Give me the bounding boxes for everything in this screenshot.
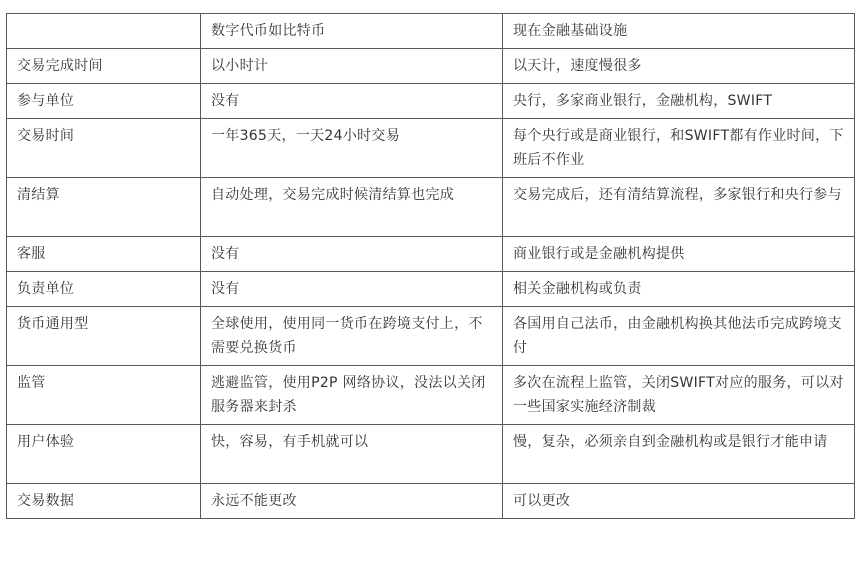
bitcoin-cell: 一年365天，一天24小时交易 (201, 119, 503, 178)
bitcoin-cell: 没有 (201, 272, 503, 307)
bitcoin-cell: 全球使用，使用同一货币在跨境支付上，不需要兑换货币 (201, 307, 503, 366)
finance-cell: 相关金融机构或负责 (503, 272, 855, 307)
bitcoin-cell: 逃避监管，使用P2P 网络协议，没法以关闭服务器来封杀 (201, 366, 503, 425)
table-row (7, 366, 855, 425)
finance-cell: 慢，复杂，必须亲自到金融机构或是银行才能申请 (503, 425, 855, 484)
table-row (7, 307, 855, 366)
table-header-row (7, 14, 855, 49)
bitcoin-cell: 自动处理，交易完成时候清结算也完成 (201, 178, 503, 237)
table-row (7, 178, 855, 237)
finance-cell: 可以更改 (503, 484, 855, 519)
finance-cell: 多次在流程上监管，关闭SWIFT对应的服务，可以对一些国家实施经济制裁 (503, 366, 855, 425)
table-row (7, 425, 855, 484)
row-label: 负责单位 (7, 272, 201, 307)
finance-cell: 央行，多家商业银行，金融机构，SWIFT (503, 84, 855, 119)
row-label: 交易数据 (7, 484, 201, 519)
table-row (7, 272, 855, 307)
bitcoin-cell: 快，容易，有手机就可以 (201, 425, 503, 484)
bitcoin-cell: 没有 (201, 84, 503, 119)
table-row (7, 49, 855, 84)
bitcoin-cell: 没有 (201, 237, 503, 272)
table-row (7, 237, 855, 272)
finance-cell: 商业银行或是金融机构提供 (503, 237, 855, 272)
bitcoin-cell: 以小时计 (201, 49, 503, 84)
row-label: 监管 (7, 366, 201, 425)
finance-cell: 每个央行或是商业银行，和SWIFT都有作业时间，下班后不作业 (503, 119, 855, 178)
row-label: 清结算 (7, 178, 201, 237)
row-label: 参与单位 (7, 84, 201, 119)
bitcoin-cell: 永远不能更改 (201, 484, 503, 519)
header-cell-bitcoin: 数字代币如比特币 (201, 14, 503, 49)
finance-cell: 以天计，速度慢很多 (503, 49, 855, 84)
table-row (7, 119, 855, 178)
table-row (7, 484, 855, 519)
finance-cell: 各国用自己法币，由金融机构换其他法币完成跨境支付 (503, 307, 855, 366)
row-label: 交易完成时间 (7, 49, 201, 84)
header-cell-empty (7, 14, 201, 49)
row-label: 客服 (7, 237, 201, 272)
header-cell-current-finance: 现在金融基础设施 (503, 14, 855, 49)
table-row (7, 84, 855, 119)
finance-cell: 交易完成后，还有清结算流程，多家银行和央行参与 (503, 178, 855, 237)
row-label: 交易时间 (7, 119, 201, 178)
row-label: 用户体验 (7, 425, 201, 484)
row-label: 货币通用型 (7, 307, 201, 366)
comparison-table (6, 13, 855, 519)
